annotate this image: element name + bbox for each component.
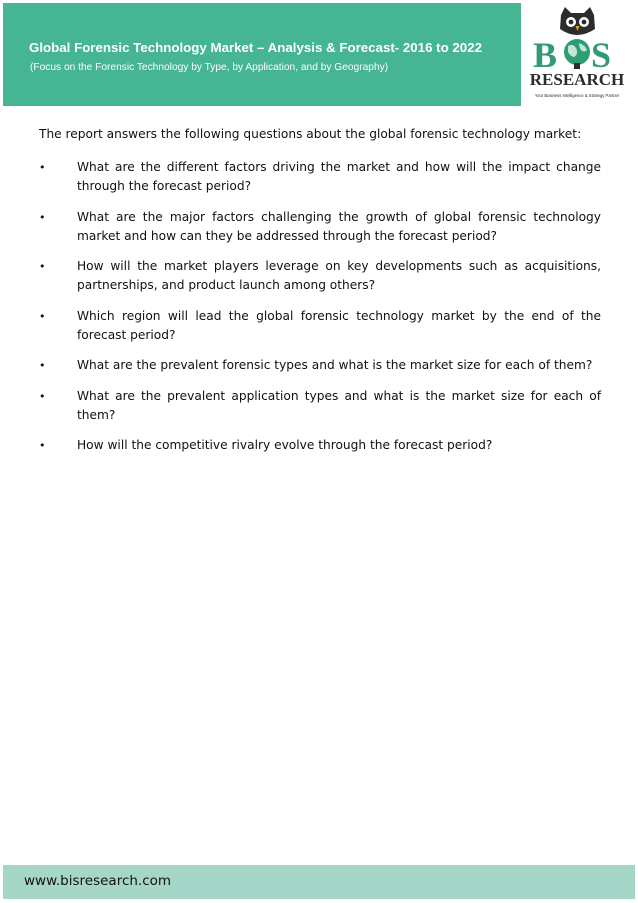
list-item (39, 208, 601, 246)
question-text: How will the market players leverage on key developments such as acquisitions, partnerships, and product launch among others? (77, 259, 601, 292)
question-text: Which region will lead the global forensic technology market by the end of the forecast period? (77, 308, 601, 342)
question-text: What are the major factors challenging the growth of global forensic technology market and how can they be addressed through the forecast period? (77, 209, 601, 243)
report-title: Global Forensic Technology Market – Analysis & Forecast- 2016 to 2022 (29, 40, 482, 55)
list-item (39, 387, 601, 425)
question-text: What are the prevalent forensic types and what is the market size for each of them? (77, 358, 593, 372)
question-text: What are the prevalent application types and what is the market size for each of them? (77, 388, 601, 422)
question-text: What are the different factors driving the market and how will the impact change through the forecast period? (77, 160, 601, 193)
bullet-marker: • (39, 439, 46, 452)
bullet-marker: • (39, 309, 46, 323)
website-url: www.bisresearch.com (24, 873, 172, 889)
list-item (39, 356, 601, 375)
page-footer (3, 865, 635, 899)
list-item (39, 307, 601, 345)
globe-icon (564, 39, 590, 69)
report-header (3, 3, 521, 106)
owl-icon (560, 7, 595, 35)
bullet-marker: • (39, 161, 46, 174)
intro-paragraph: The report answers the following questions about the global forensic technology market: (39, 127, 582, 141)
questions-list (39, 158, 601, 467)
report-subtitle: (Focus on the Forensic Technology by Type, by Application, and by Geography) (30, 62, 389, 73)
bis-research-logo (521, 3, 634, 106)
logo-wordmark: RESEARCH (529, 70, 625, 89)
bullet-marker: • (39, 389, 46, 403)
list-item (39, 436, 601, 455)
list-item (39, 158, 601, 196)
owl-globe-icon (521, 3, 634, 106)
bullet-marker: • (39, 260, 46, 273)
logo-letter-b: B (533, 35, 558, 75)
list-item (39, 257, 601, 295)
logo-tagline: Your Business Intelligence & Strategy Partner (534, 93, 620, 98)
bullet-marker: • (39, 210, 46, 224)
bullet-marker: • (39, 359, 46, 372)
logo-letter-s: S (591, 35, 612, 75)
question-text: How will the competitive rivalry evolve through the forecast period? (77, 438, 493, 452)
